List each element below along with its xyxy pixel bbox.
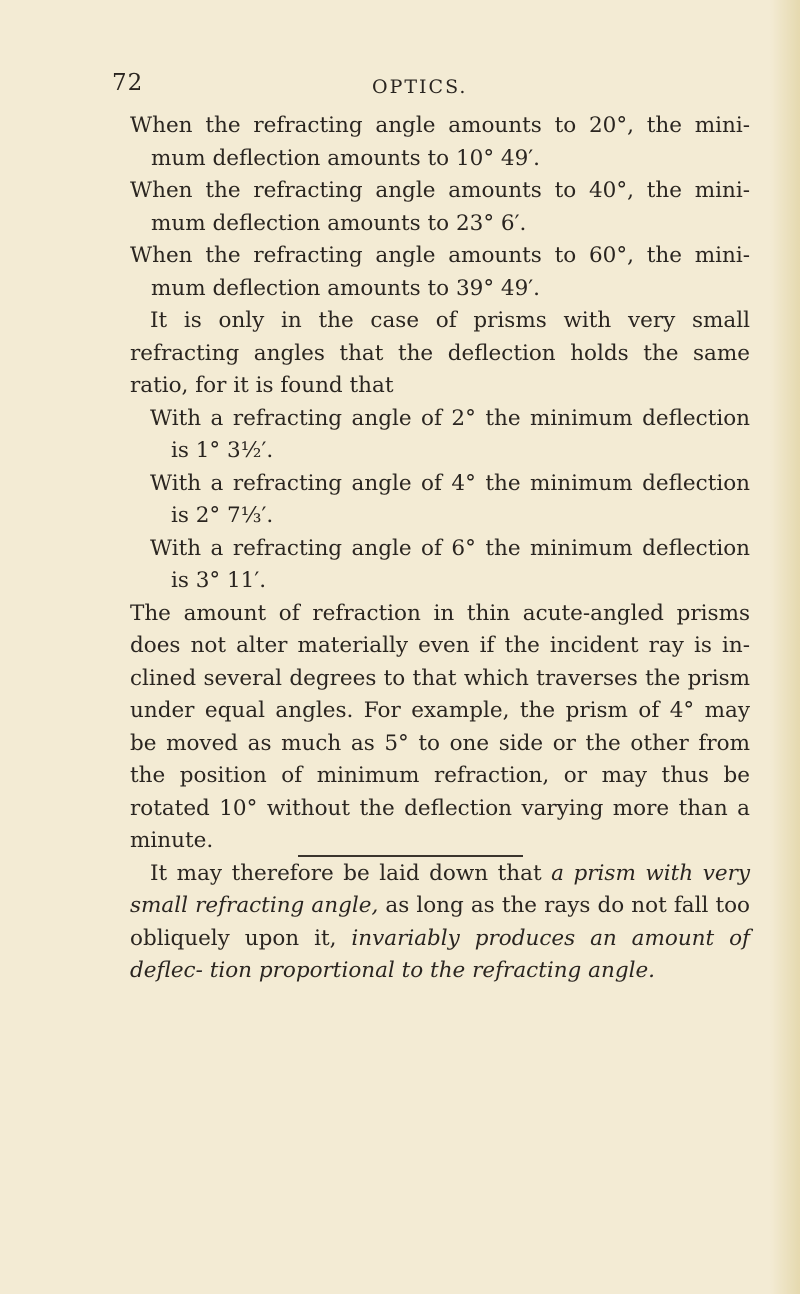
conclusion-text-start: It may therefore be laid down that [150,860,552,886]
conclusion-italic-2: invariably produces an amount of deflec- tion proportional to the refracting angle. [130,925,750,983]
page-number: 72 [112,70,144,96]
list-item-angle-6: With a refracting angle of 6° the minimum deflection is 3° 11′. [150,535,750,593]
conclusion-italic-1: a prism with very small refracting angle, [130,860,750,918]
page-edge-shade [770,0,800,1294]
paragraph-conclusion [130,858,750,988]
paragraph-thin-prisms: The amount of refraction in thin acute-angled prisms does not alter materially even if the incident ray is in- clined several degrees to that which traverses the prism under equal angles. For example, the prism of 4° may be moved as much as 5° to one side or the other from the position of minimum refraction, or may thus be rotated 10° without the deflection varying more than a minute. [130,600,750,853]
list-item-angle-2: With a refracting angle of 2° the minimum deflection is 1° 3½′. [150,405,750,463]
paragraph-angle-40: When the refracting angle amounts to 40°, the mini- mum deflection amounts to 23° 6′. [130,178,750,236]
paragraph-angle-60: When the refracting angle amounts to 60°, the mini- mum deflection amounts to 39° 49′. [130,243,750,301]
small-angle-list [130,403,750,598]
paragraph-small-angles: It is only in the case of prisms with very small refracting angles that the deflection holds the same ratio, for it is found that [130,308,750,398]
paragraph-angle-20: When the refracting angle amounts to 20°, the mini- mum deflection amounts to 10° 49′. [130,113,750,171]
conclusion-text-mid: as long as the rays do not fall too obliquely upon it, [130,893,750,951]
list-item-angle-4: With a refracting angle of 4° the minimum deflection is 2° 7⅓′. [150,470,750,528]
page-header-title: OPTICS. [372,76,468,98]
section-divider-rule [298,855,523,857]
running-head [0,70,800,110]
